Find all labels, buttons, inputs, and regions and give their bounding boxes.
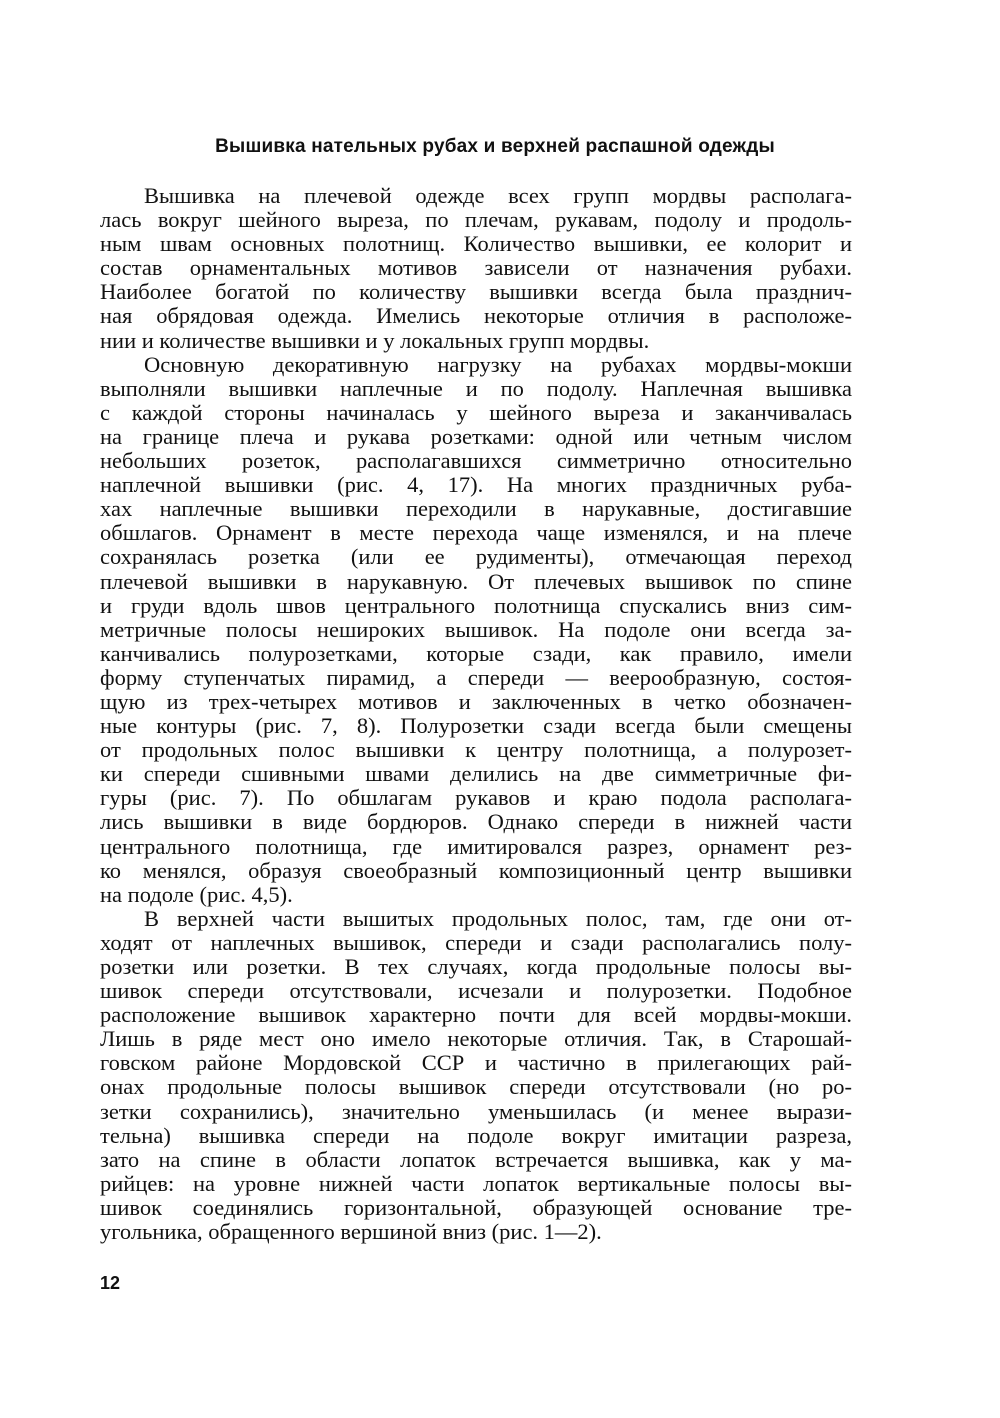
text-line: ная обрядовая одежда. Имелись некоторые отличия в расположе- xyxy=(100,304,852,329)
text-line: обшлагов. Орнамент в месте перехода чаще изменялся, и на плече xyxy=(100,521,852,546)
text-line: угольника, обращенного вершиной вниз (рис. 1—2). xyxy=(100,1220,602,1245)
text-line: говском районе Мордовской ССР и частично в прилегающих рай- xyxy=(100,1051,852,1076)
text-line: зетки сохранились), значительно уменьшилась (и менее вырази- xyxy=(100,1099,852,1124)
paragraph xyxy=(100,907,852,1244)
text-line: с каждой стороны начиналась у шейного выреза и заканчивалась xyxy=(100,400,852,425)
section-heading: Вышивка нательных рубах и верхней распашной одежды xyxy=(215,136,775,157)
text-line: ки спереди сшивными швами делились на две симметричные фи- xyxy=(100,762,852,787)
text-line: метричные полосы неширoких вышивок. На подоле они всегда за- xyxy=(100,617,852,642)
text-line: щую из трех-четырех мотивов и заключенных в четко обозначен- xyxy=(100,689,852,714)
text-line: на подоле (рис. 4,5). xyxy=(100,882,293,907)
text-line: Вышивка на плечевой одежде всех групп мордвы располага- xyxy=(144,184,852,208)
text-line: лась вокруг шейного выреза, по плечам, рукавам, подолу и продоль- xyxy=(100,208,852,233)
text-line: и груди вдоль швов центрального полотнища спускались вниз сим- xyxy=(100,593,852,618)
text-line: хах наплечные вышивки переходили в нарукавные, достигавшие xyxy=(100,497,852,522)
text-line: розетки или розетки. В тех случаях, когда продольные полосы вы- xyxy=(100,955,852,979)
text-line: ходят от наплечных вышивок, спереди и сзади располагались полу- xyxy=(100,930,852,955)
text-line: расположение вышивок характерно почти для всей мордвы-мокши. xyxy=(100,1003,852,1028)
text-line: тельна) вышивка спереди на подоле вокруг имитации разреза, xyxy=(100,1123,852,1148)
text-line: ко менялся, образуя своеобразный композиционный центр вышивки xyxy=(100,858,852,883)
page-number: 12 xyxy=(100,1273,121,1293)
text-line: наплечной вышивки (рис. 4, 17). На многих праздничных руба- xyxy=(100,473,852,498)
body-text xyxy=(100,184,852,1244)
text-line: гуры (рис. 7). По обшлагам рукавов и краю подола располага- xyxy=(100,786,852,811)
text-line: ным швам основных полотнищ. Количество вышивки, ее колорит и xyxy=(100,232,852,257)
text-line: шивок спереди отсутствовали, исчезали и полурозетки. Подобное xyxy=(100,979,852,1004)
text-line: В верхней части вышитых продольных полос, там, где они от- xyxy=(144,906,852,931)
text-line: на границе плеча и рукава розетками: одной или четным числом xyxy=(100,424,852,449)
text-line: Наиболее богатой по количеству вышивки всегда была празднич- xyxy=(100,280,852,305)
text-line: небольших розеток, располагавшихся симметрично относительно xyxy=(100,449,852,474)
text-line: форму ступенчатых пирамид, а спереди — веерообразную, состоя- xyxy=(100,665,852,690)
paragraph xyxy=(100,353,852,907)
paragraph xyxy=(100,184,852,353)
text-line: онах продольные полосы вышивок спереди отсутствовали (но ро- xyxy=(100,1075,852,1100)
text-line: рийцев: на уровне нижней части лопаток вертикальные полосы вы- xyxy=(100,1171,852,1196)
text-line: Основную декоративную нагрузку на рубахах мордвы-мокши xyxy=(144,352,852,377)
text-line: нии и количестве вышивки и у локальных групп мордвы. xyxy=(100,328,650,353)
text-line: плечевой вышивки в нарукавную. От плечевых вышивок по спине xyxy=(100,569,852,594)
text-line: сохранялась розетка (или ее рудименты), отмечающая переход xyxy=(100,545,852,570)
text-line: шивок соединялись горизонтальной, образующей основание тре- xyxy=(100,1195,852,1220)
text-line: состав орнаментальных мотивов зависели от назначения рубахи. xyxy=(100,256,852,281)
text-line: зато на спине в области лопаток встречается вышивка, как у ма- xyxy=(100,1147,852,1172)
text-line: от продольных полос вышивки к центру полотнища, а полурозет- xyxy=(100,738,852,763)
text-line: лись вышивки в виде бордюров. Однако спереди в нижней части xyxy=(100,810,852,835)
text-line: выполняли вышивки наплечные и по подолу. Наплечная вышивка xyxy=(100,376,852,401)
text-line: канчивались полурозетками, которые сзади, как правило, имели xyxy=(100,641,852,666)
text-line: Лишь в ряде мест оно имело некоторые отличия. Так, в Старошай- xyxy=(100,1027,852,1052)
text-line: центрального полотнища, где имитировался разрез, орнамент рез- xyxy=(100,834,852,859)
text-line: ные контуры (рис. 7, 8). Полурозетки сзади всегда были смещены xyxy=(100,714,852,739)
